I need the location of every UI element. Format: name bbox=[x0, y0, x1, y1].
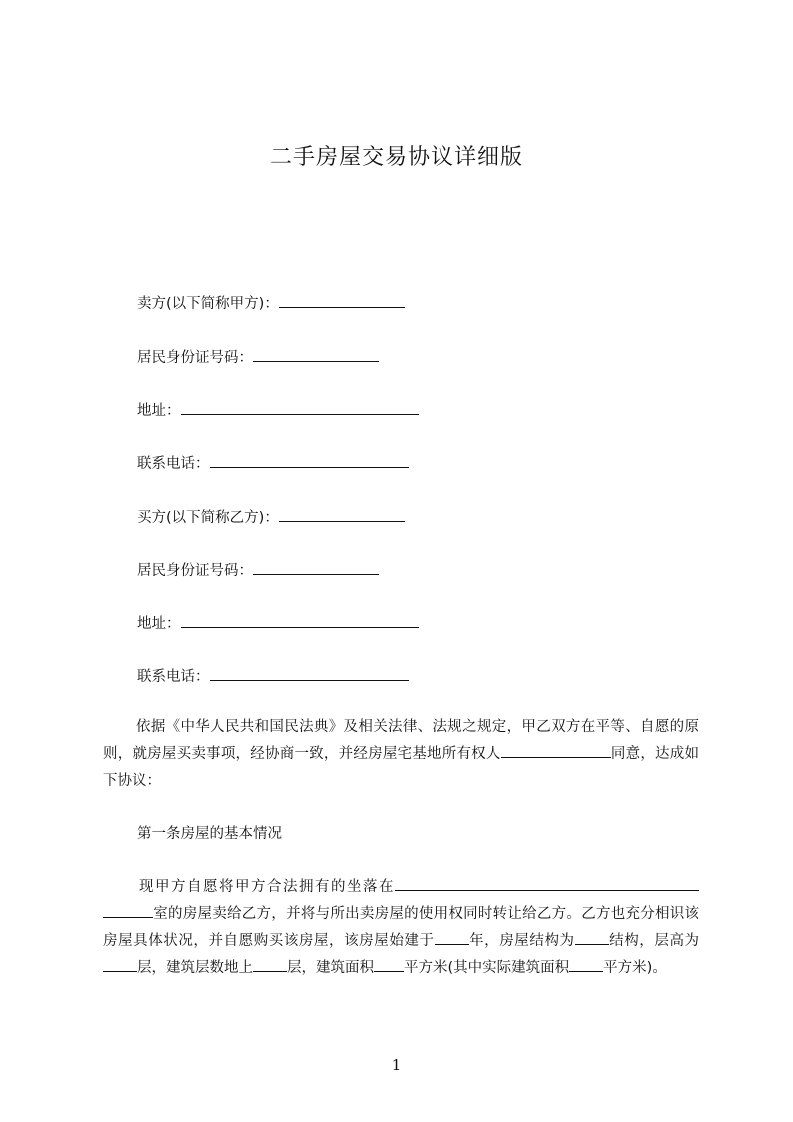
article-1-text-4: 结构，层高为 bbox=[608, 933, 700, 949]
actual-area-blank[interactable] bbox=[569, 957, 603, 972]
floors-above-ground-blank[interactable] bbox=[253, 957, 287, 972]
seller-id-field bbox=[137, 346, 379, 367]
seller-id-blank[interactable] bbox=[253, 347, 379, 362]
buyer-name-field bbox=[137, 506, 405, 527]
buyer-id-label: 居民身份证号码： bbox=[137, 563, 253, 579]
structure-blank[interactable] bbox=[575, 930, 609, 945]
article-1-text-3: 年，房屋结构为 bbox=[468, 933, 575, 949]
article-1-text-1: 现甲方自愿将甲方合法拥有的坐落在 bbox=[139, 879, 395, 895]
seller-name-field bbox=[137, 292, 405, 313]
article-1-paragraph bbox=[103, 874, 699, 982]
preamble-text-2: 同意，达成如下协议： bbox=[103, 746, 700, 789]
buyer-phone-blank[interactable] bbox=[210, 666, 409, 681]
floor-height-blank[interactable] bbox=[103, 957, 137, 972]
seller-name-label: 卖方(以下简称甲方)： bbox=[137, 296, 279, 312]
property-room-blank[interactable] bbox=[103, 903, 153, 918]
buyer-phone-field bbox=[137, 665, 409, 686]
buyer-address-label: 地址： bbox=[137, 616, 181, 632]
article-1-text-6: 层，建筑面积 bbox=[287, 960, 374, 976]
buyer-address-field bbox=[137, 612, 419, 633]
preamble-paragraph bbox=[103, 714, 699, 795]
buyer-phone-label: 联系电话： bbox=[137, 669, 210, 685]
article-1-text-7: 平方米(其中实际建筑面积 bbox=[404, 960, 570, 976]
article-1-text-2: 室的房屋卖给乙方，并将与所出卖房屋的使用权同时转让给乙方。乙方也充分相识该房屋具体状况，并自愿购买该房屋，该房屋始建于 bbox=[103, 906, 699, 949]
seller-id-label: 居民身份证号码： bbox=[137, 350, 253, 366]
build-year-blank[interactable] bbox=[435, 930, 469, 945]
seller-address-field bbox=[137, 399, 419, 420]
seller-name-blank[interactable] bbox=[279, 293, 405, 308]
article-1-heading: 第一条房屋的基本情况 bbox=[137, 826, 282, 842]
page-number: 1 bbox=[391, 1056, 402, 1074]
property-location-blank[interactable] bbox=[395, 876, 699, 891]
seller-phone-blank[interactable] bbox=[210, 453, 409, 468]
preamble-text-1: 依据《中华人民共和国民法典》及相关法律、法规之规定，甲乙双方在平等、自愿的原则，就房屋买卖事项，经协商一致，并经房屋宅基地所有权人 bbox=[103, 719, 699, 762]
article-1-text-8: 平方米)。 bbox=[603, 960, 667, 976]
seller-address-blank[interactable] bbox=[181, 400, 419, 415]
building-area-blank[interactable] bbox=[374, 957, 404, 972]
buyer-name-label: 买方(以下简称乙方)： bbox=[137, 510, 279, 526]
seller-address-label: 地址： bbox=[137, 403, 181, 419]
article-1-text-5: 层，建筑层数地上 bbox=[137, 960, 253, 976]
buyer-id-blank[interactable] bbox=[253, 560, 379, 575]
seller-phone-label: 联系电话： bbox=[137, 456, 210, 472]
seller-phone-field bbox=[137, 452, 409, 473]
document-title: 二手房屋交易协议详细版 bbox=[269, 145, 523, 170]
buyer-address-blank[interactable] bbox=[181, 613, 419, 628]
homestead-owner-blank[interactable] bbox=[501, 743, 611, 758]
buyer-id-field bbox=[137, 559, 379, 580]
buyer-name-blank[interactable] bbox=[279, 507, 405, 522]
